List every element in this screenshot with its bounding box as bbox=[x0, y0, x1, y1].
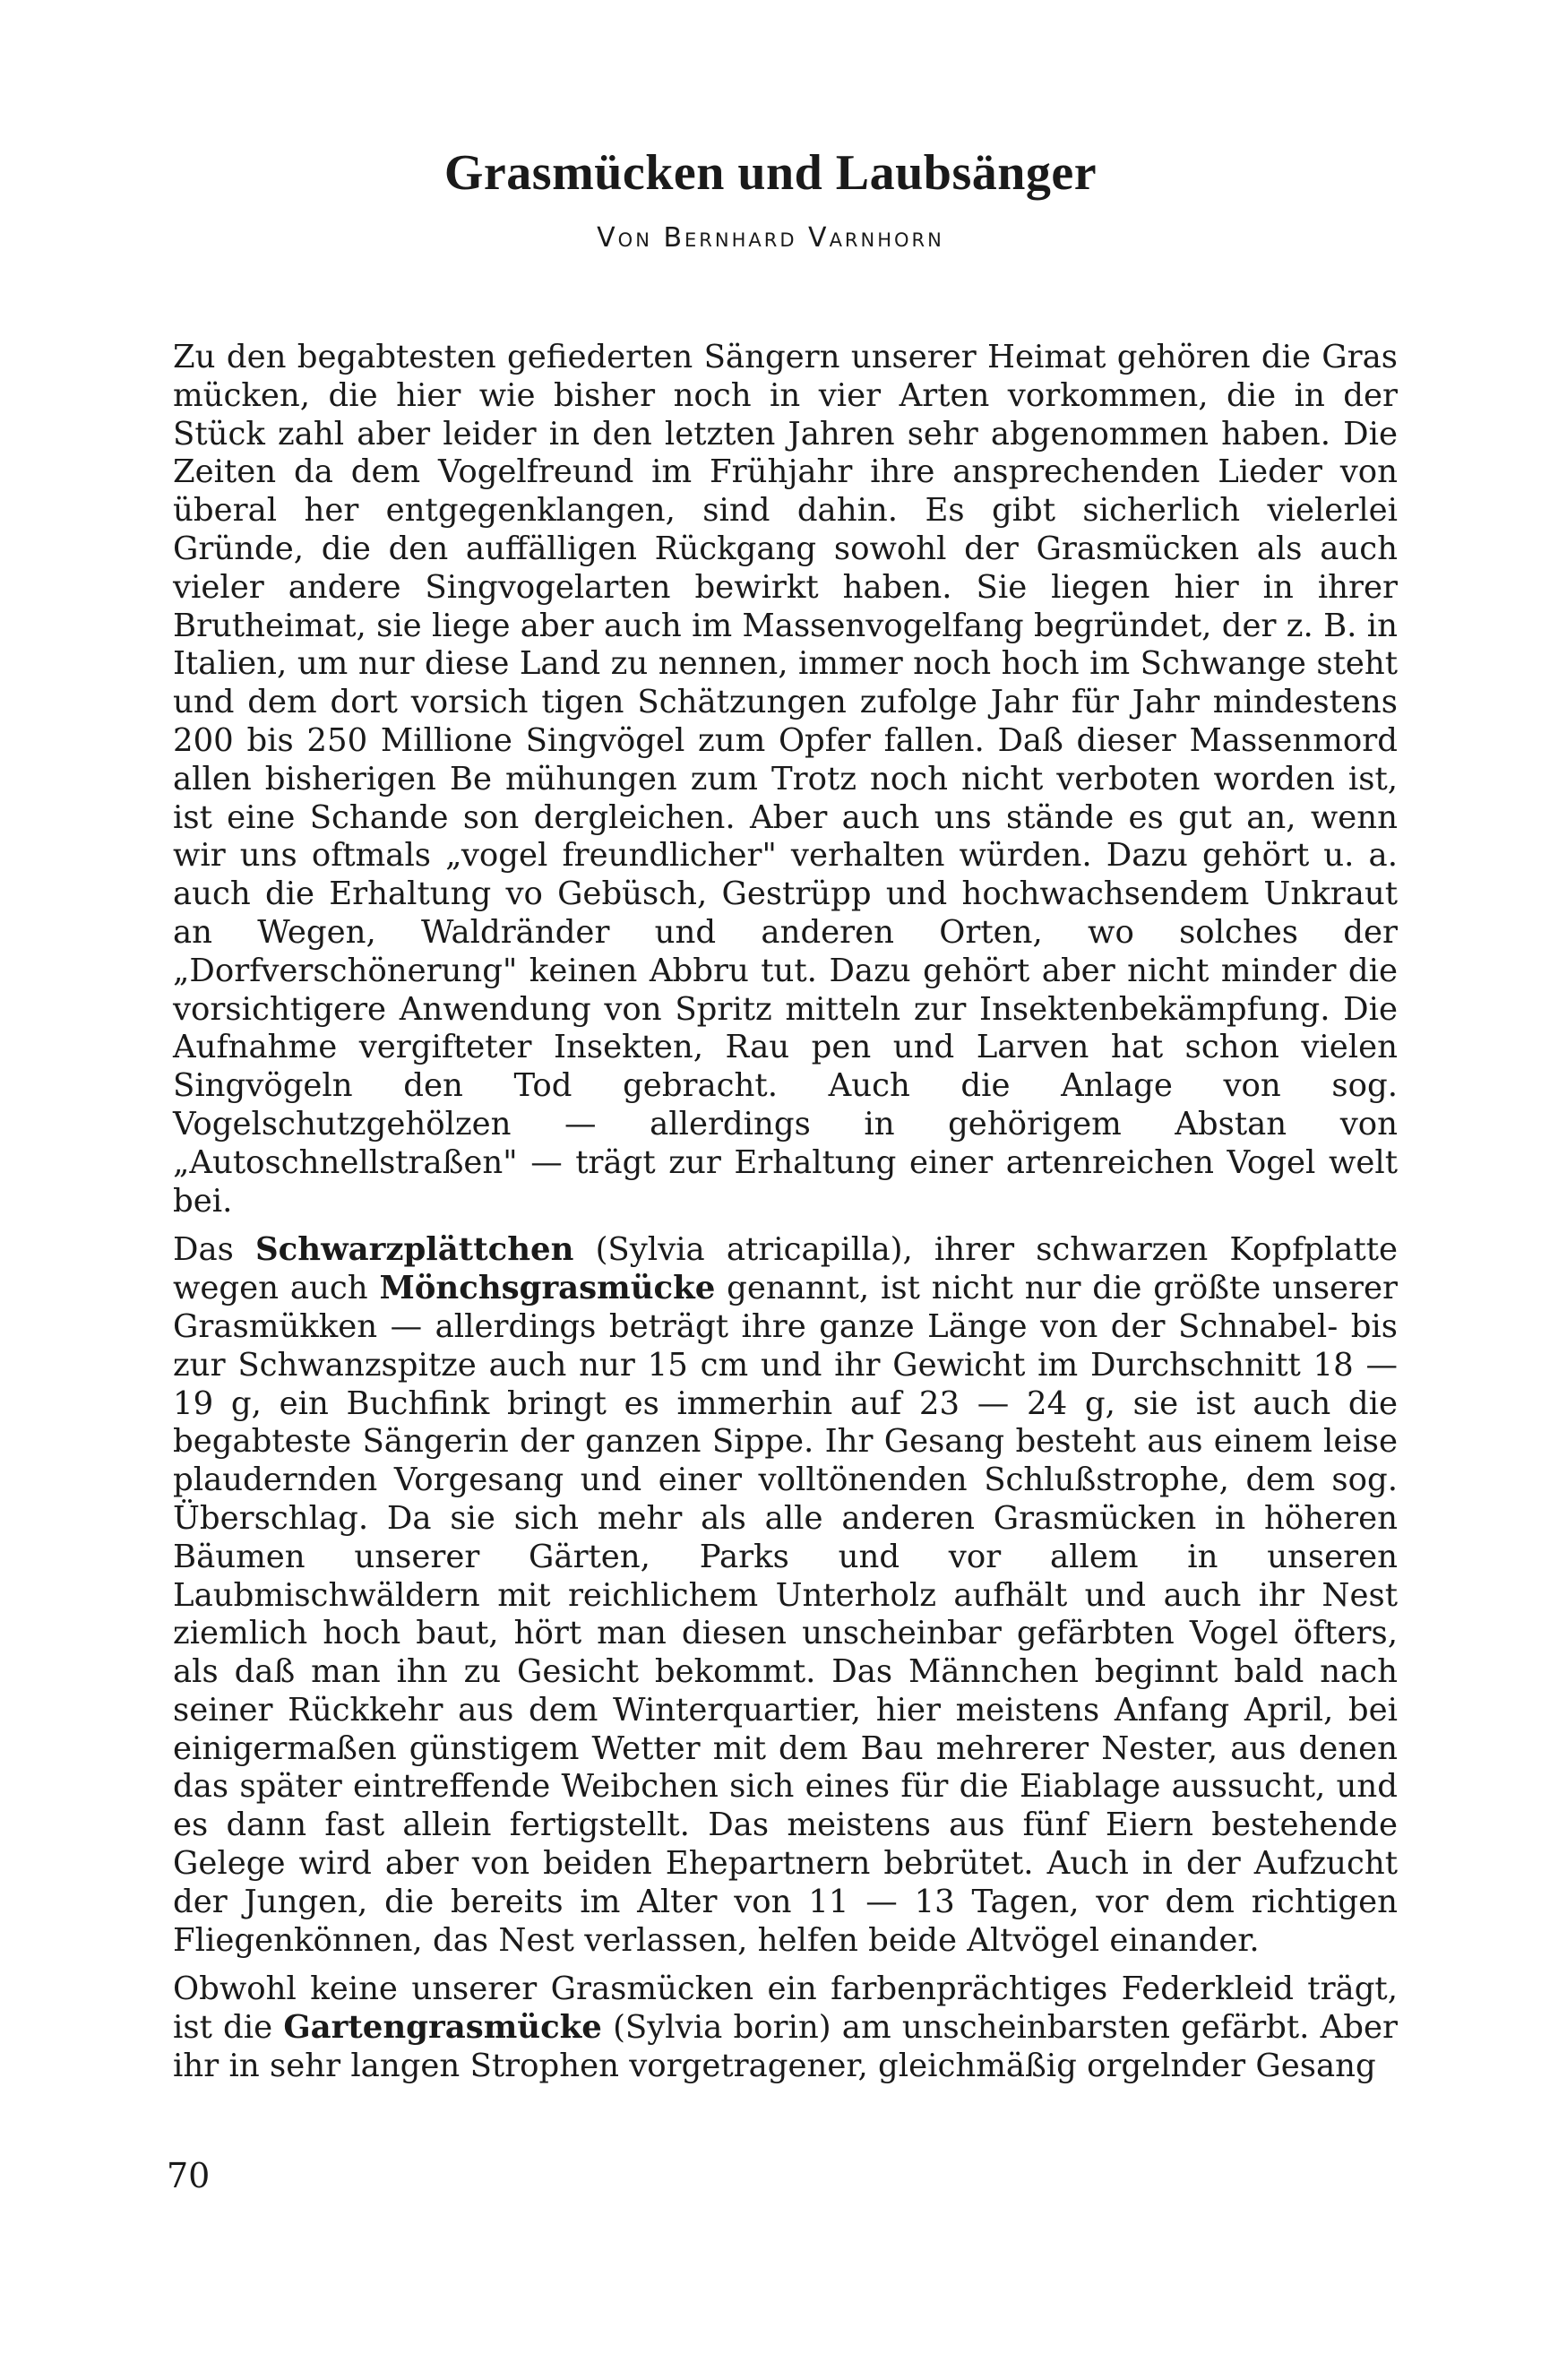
page-number: 70 bbox=[167, 2156, 211, 2195]
species-name-bold: Schwarzplättchen bbox=[255, 1231, 574, 1269]
species-name-bold: Mönchsgrasmücke bbox=[379, 1270, 716, 1307]
paragraph-text: (Sylvia borin) am unscheinbarsten gefärbt. Aber ihr in sehr langen Strophen vorgetragener, gleichmäßig orgelnder Gesang bbox=[173, 2009, 1399, 2085]
paragraph-introduction bbox=[173, 339, 1398, 1220]
paragraph-schwarzplaettchen bbox=[173, 1231, 1398, 1960]
paragraph-text: Das bbox=[173, 1231, 255, 1269]
article-title: Grasmücken und Laubsänger bbox=[443, 145, 1098, 201]
paragraph-text: genannt, ist nicht nur die größte unserer Grasmükken — allerdings beträgt ihre ganze Länge von der Schnabel- bis zur Schwanzspitze auch nur 15 cm und ihr Gewicht im Durchschnitt 18 — 19 g, ein Buchfink bringt es immerhin auf 23 — 24 g, sie ist auch die begabteste Sängerin der ganzen Sippe. Ihr Gesang besteht aus einem leise plaudernden Vorgesang und einer volltönenden Schlußstrophe, dem sog. Überschlag. Da sie sich mehr als alle anderen Grasmücken in höheren Bäumen unserer Gärten, Parks und vor allem in unseren Laubmischwäldern mit reichlichem Unterholz aufhält und auch ihr Nest ziemlich hoch baut, hört man diesen unscheinbar gefärbten Vogel öfters, als daß man ihn zu Gesicht bekommt. Das Männchen beginnt bald nach seiner Rückkehr aus dem Winterquartier, hier meistens Anfang April, bei einigermaßen günstigem Wetter mit dem Bau mehrerer Nester, aus denen das später eintreffende Weibchen sich eines für die Eiablage aussucht, und es dann fast allein fertigstellt. Das meistens aus fünf Eiern bestehende Gelege wird aber von beiden Ehepartnern bebrütet. Auch in der Aufzucht der Jungen, die bereits im Alter von 11 — 13 Tagen, vor dem richtigen Fliegenkönnen, das Nest verlassen, helfen beide Altvögel einander. bbox=[173, 1270, 1398, 1959]
paragraph-text: (Sylvia atricapilla), ihrer schwarzen Kopfplatte wegen auch bbox=[173, 1231, 1398, 1307]
paragraph-gartengrasmuecke bbox=[173, 1970, 1398, 2085]
paragraph-text: Zu den begabtesten gefiederten Sängern unserer Heimat gehören die Gras mücken, die hier wie bisher noch in vier Arten vorkommen, die in der Stück zahl aber leider in den letzten Jahren sehr abgenommen haben. Die Zeiten da dem Vogelfreund im Frühjahr ihre ansprechenden Lieder von überal her entgegenklangen, sind dahin. Es gibt sicherlich vielerlei Gründe, die den auffälligen Rückgang sowohl der Grasmücken als auch vieler andere Singvogelarten bewirkt haben. Sie liegen hier in ihrer Brutheimat, sie liege aber auch im Massenvogelfang begründet, der z. B. in Italien, um nur diese Land zu nennen, immer noch hoch im Schwange steht und dem dort vorsich tigen Schätzungen zufolge Jahr für Jahr mindestens 200 bis 250 Millione Singvögel zum Opfer fallen. Daß dieser Massenmord allen bisherigen Be mühungen zum Trotz noch nicht verboten worden ist, ist eine Schande son dergleichen. Aber auch uns stände es gut an, wenn wir uns oftmals „vogel freundlicher" verhalten würden. Dazu gehört u. a. auch die Erhaltung vo Gebüsch, Gestrüpp und hochwachsendem Unkraut an Wegen, Waldränder und anderen Orten, wo solches der „Dorfverschönerung" keinen Abbru tut. Dazu gehört aber nicht minder die vorsichtigere Anwendung von Spritz mitteln zur Insektenbekämpfung. Die Aufnahme vergifteter Insekten, Rau pen und Larven hat schon vielen Singvögeln den Tod gebracht. Auch die Anlage von sog. Vogelschutzgehölzen — allerdings in gehörigem Abstan von „Autoschnellstraßen" — trägt zur Erhaltung einer artenreichen Vogel welt bei. bbox=[173, 339, 1398, 1220]
article-body bbox=[173, 339, 1398, 2086]
article-byline: Von Bernhard Varnhorn bbox=[597, 222, 944, 254]
species-name-bold: Gartengrasmücke bbox=[283, 2009, 602, 2047]
paragraph-text: Obwohl keine unserer Grasmücken ein farbenprächtiges Federkleid trägt, ist die bbox=[173, 1970, 1398, 2047]
